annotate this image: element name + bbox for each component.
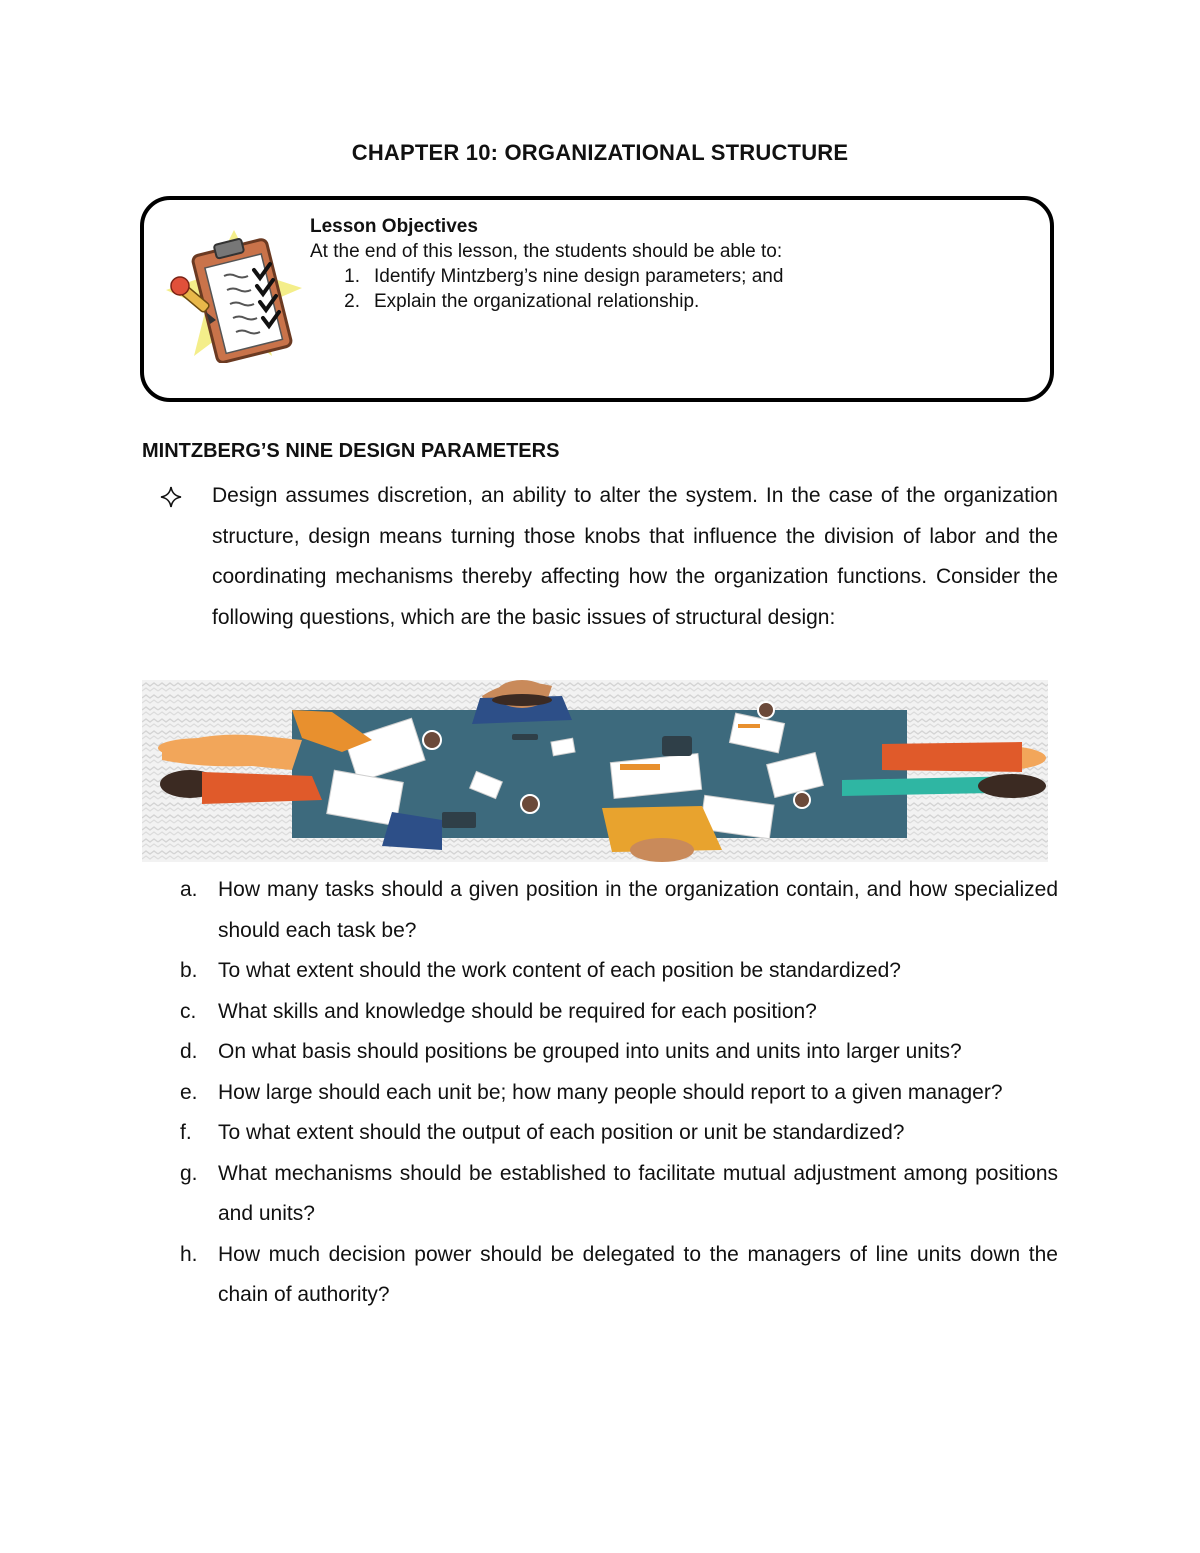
intro-paragraph: Design assumes discretion, an ability to alter the system. In the case of the organization structure, design means turning those knobs that influence the division of labor and the coordinating mechanisms thereby affecting how the organization functions. Consider the following questions, which are the basic issues of structural design: [212,484,1058,629]
question-text: To what extent should the work content of each position be standardized? [218,959,901,982]
question-text: How much decision power should be delegated to the managers of line units down the chain of authority? [218,1242,1058,1306]
objective-item [310,289,1030,314]
question-item [180,951,1058,992]
question-item [180,1113,1058,1154]
question-letter: c. [180,999,197,1023]
question-item [180,1032,1058,1073]
question-letter: a. [180,878,198,901]
question-item [180,870,1058,951]
question-text: On what basis should positions be grouped into units and units into larger units? [218,1040,962,1063]
diamond-bullet-icon [160,486,182,508]
design-questions-list [180,870,1058,1316]
question-letter: b. [180,959,198,982]
clipboard-checklist-icon [164,228,304,363]
objectives-text [310,214,1030,314]
objective-text: Explain the organizational relationship. [374,291,700,312]
question-letter: e. [180,1080,198,1104]
question-text: How many tasks should a given position in the organization contain, and how specialized should each task be? [218,878,1058,942]
question-text: What mechanisms should be established to facilitate mutual adjustment among positions and units? [218,1161,1058,1225]
objectives-heading: Lesson Objectives [310,216,478,237]
question-text: How large should each unit be; how many people should report to a given manager? [218,1080,1003,1104]
objective-number: 1. [344,266,360,287]
question-item [180,1154,1058,1235]
question-letter: g. [180,1161,198,1185]
objectives-list [310,264,1030,314]
question-text: What skills and knowledge should be required for each position? [218,999,817,1023]
chapter-title: CHAPTER 10: ORGANIZATIONAL STRUCTURE [351,140,849,165]
question-letter: d. [180,1040,198,1063]
question-text: To what extent should the output of each position or unit be standardized? [218,1121,905,1144]
question-item [180,1073,1058,1114]
meeting-table-illustration [142,680,1048,862]
section-heading: MINTZBERG’S NINE DESIGN PARAMETERS [142,440,560,462]
objective-item [310,264,1030,289]
question-item [180,1235,1058,1316]
question-letter: f. [180,1121,192,1144]
objective-text: Identify Mintzberg’s nine design parameters; and [374,266,784,287]
intro-bullet [160,476,1058,638]
lesson-objectives-box [140,196,1054,402]
question-item [180,992,1058,1033]
objectives-intro: At the end of this lesson, the students should be able to: [310,241,783,262]
question-letter: h. [180,1242,198,1266]
objective-number: 2. [344,291,360,312]
